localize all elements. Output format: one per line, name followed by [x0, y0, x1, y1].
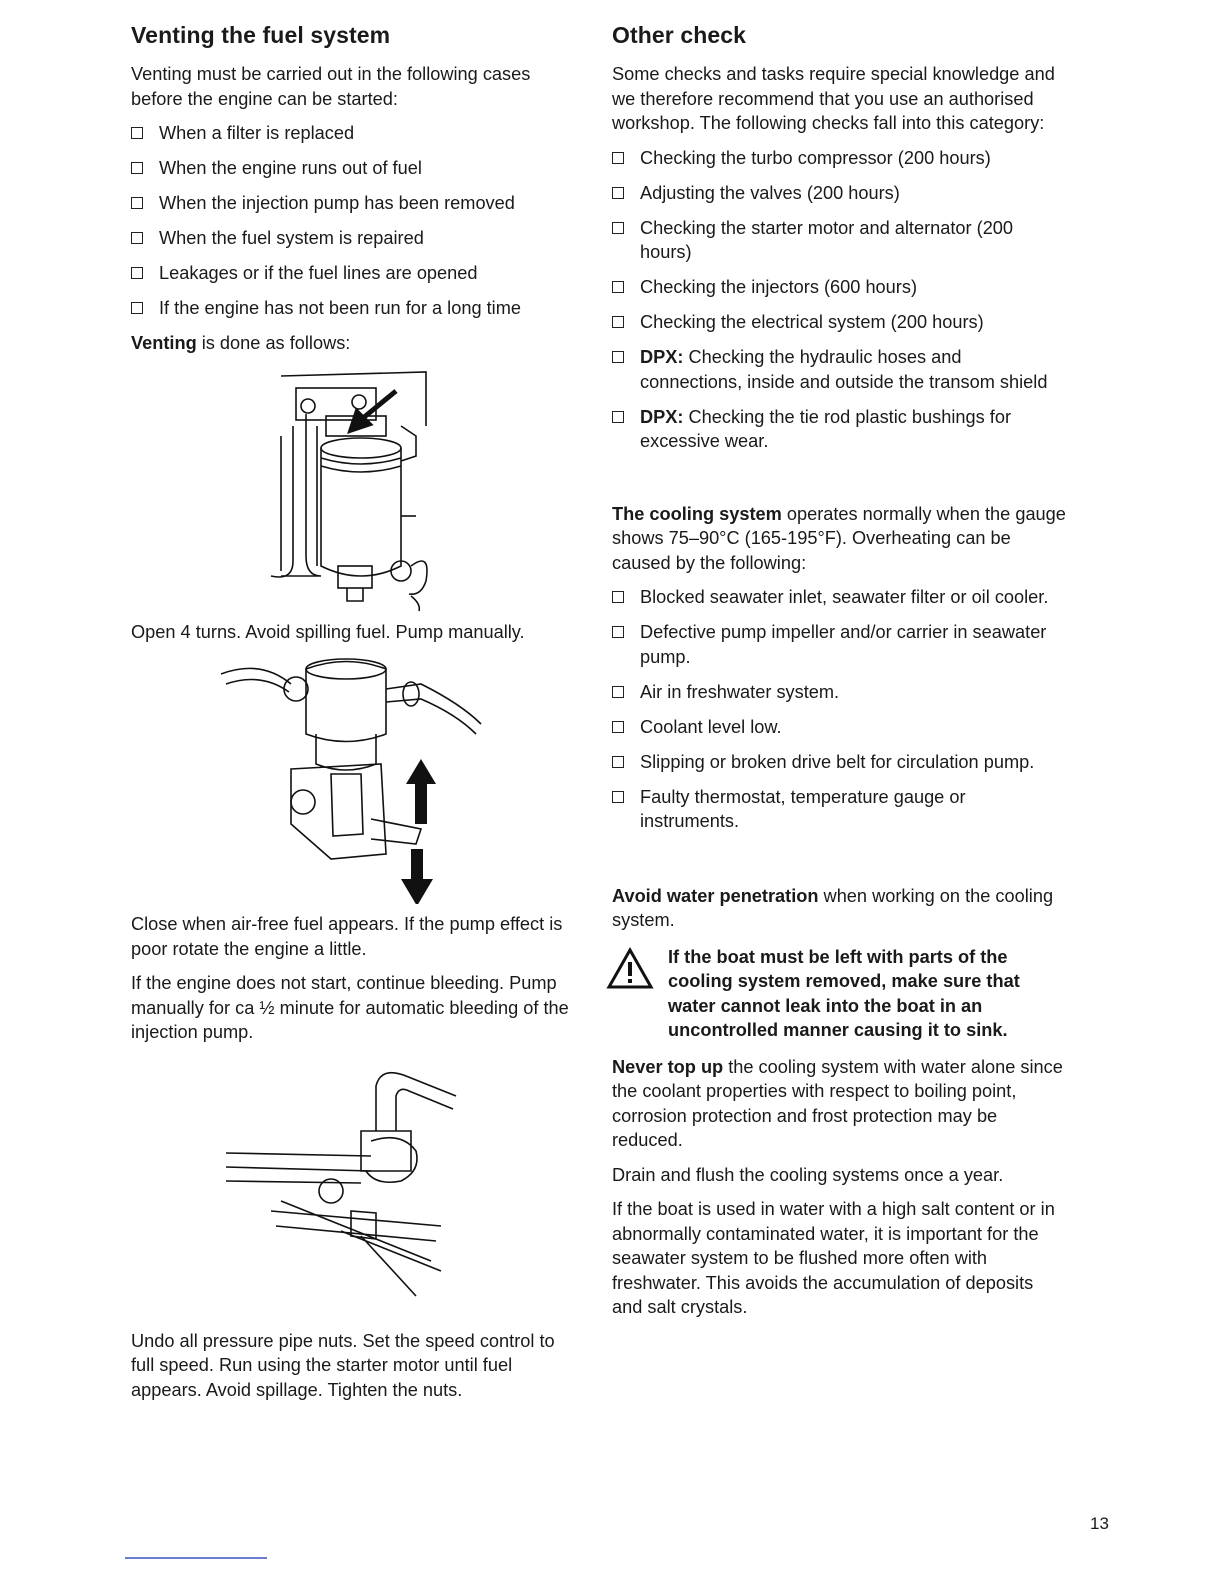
fuel-filter-illustration — [131, 366, 581, 616]
caption-undo-nuts: Undo all pressure pipe nuts. Set the speed control to full speed. Run using the starter motor until fuel appears. Avoid spillage. Tighten the nuts. — [131, 1330, 555, 1400]
venting-cases-list — [131, 121, 581, 321]
salt-paragraph: If the boat is used in water with a high salt content or in abnormally contaminated water, it is important for the seawater system to be flushed more often with freshwater. This avoids the accumulation of deposits and salt crystals. — [612, 1199, 1055, 1317]
list-item: When the injection pump has been removed — [131, 191, 581, 216]
warning-box — [612, 945, 1067, 1043]
checkbox-icon — [612, 187, 624, 199]
list-item: Coolant level low. — [612, 715, 1067, 740]
checkbox-icon — [612, 626, 624, 638]
list-item: Air in freshwater system. — [612, 680, 1067, 705]
list-item: Checking the electrical system (200 hours) — [612, 310, 1067, 335]
other-check-intro: Some checks and tasks require special knowledge and we therefore recommend that you use an authorised workshop. The following checks fall into this category: — [612, 64, 1055, 133]
checkbox-icon — [612, 591, 624, 603]
hand-pump-illustration — [131, 654, 581, 904]
checkbox-icon — [612, 721, 624, 733]
list-item: Checking the injectors (600 hours) — [612, 275, 1067, 300]
up-arrow-icon — [406, 759, 436, 824]
checkbox-icon — [612, 686, 624, 698]
checkbox-icon — [131, 267, 143, 279]
checkbox-icon — [612, 316, 624, 328]
checkbox-icon — [612, 791, 624, 803]
venting-howto: Venting is done as follows: — [131, 333, 351, 353]
right-column — [612, 22, 1067, 1330]
checkbox-icon — [131, 232, 143, 244]
pipe-nut-wrench-illustration — [131, 1061, 581, 1311]
cooling-intro: The cooling system operates normally when the gauge shows 75–90°C (165-195°F). Overheating can be caused by the following: — [612, 503, 1066, 573]
list-item: Leakages or if the fuel lines are opened — [131, 261, 581, 286]
checkbox-icon — [131, 197, 143, 209]
list-item: When the fuel system is repaired — [131, 226, 581, 251]
list-item: Faulty thermostat, temperature gauge or instruments. — [612, 785, 1067, 834]
footer-line — [125, 1557, 267, 1559]
warning-text: If the boat must be left with parts of the cooling system removed, make sure that water cannot leak into the boat in an uncontrolled manner causing it to sink. — [668, 946, 1020, 1040]
checkbox-icon — [612, 756, 624, 768]
down-arrow-icon — [401, 849, 433, 904]
caption-open-turns: Open 4 turns. Avoid spilling fuel. Pump manually. — [131, 621, 525, 642]
checkbox-icon — [131, 127, 143, 139]
checkbox-icon — [612, 152, 624, 164]
list-item: When the engine runs out of fuel — [131, 156, 581, 181]
venting-intro: Venting must be carried out in the following cases before the engine can be started: — [131, 64, 531, 109]
section-title-venting: Venting the fuel system — [131, 22, 391, 48]
list-item: Blocked seawater inlet, seawater filter or oil cooler. — [612, 585, 1067, 610]
checkbox-icon — [131, 162, 143, 174]
overheating-causes-list — [612, 585, 1067, 834]
checkbox-icon — [612, 222, 624, 234]
list-item: If the engine has not been run for a long time — [131, 296, 581, 321]
caption-close: Close when air-free fuel appears. If the pump effect is poor rotate the engine a little. — [131, 914, 563, 959]
list-item: Slipping or broken drive belt for circulation pump. — [612, 750, 1067, 775]
list-item: Adjusting the valves (200 hours) — [612, 181, 1067, 206]
arrow-icon — [351, 391, 396, 430]
never-top-up-paragraph: Never top up the cooling system with water alone since the coolant properties with respect to boiling point, corrosion protection and frost protection may be reduced. — [612, 1056, 1063, 1150]
checks-list — [612, 146, 1067, 454]
warning-triangle-icon — [606, 947, 654, 991]
page-number: 13 — [1090, 1514, 1109, 1533]
list-item: When a filter is replaced — [131, 121, 581, 146]
section-title-other-check: Other check — [612, 22, 747, 48]
list-item: Checking the starter motor and alternator (200 hours) — [612, 216, 1067, 265]
left-column — [131, 22, 581, 1412]
avoid-water-paragraph: Avoid water penetration when working on the cooling system. — [612, 885, 1054, 930]
list-item: Defective pump impeller and/or carrier in seawater pump. — [612, 620, 1067, 669]
list-item: DPX: Checking the tie rod plastic bushings for excessive wear. — [612, 405, 1067, 454]
checkbox-icon — [612, 281, 624, 293]
drain-paragraph: Drain and flush the cooling systems once a year. — [612, 1164, 1004, 1185]
checkbox-icon — [612, 411, 624, 423]
checkbox-icon — [612, 351, 624, 363]
caption-continue: If the engine does not start, continue bleeding. Pump manually for ca ½ minute for automatic bleeding of the injection pump. — [131, 973, 569, 1042]
checkbox-icon — [131, 302, 143, 314]
list-item: Checking the turbo compressor (200 hours) — [612, 146, 1067, 171]
list-item: DPX: Checking the hydraulic hoses and connections, inside and outside the transom shield — [612, 345, 1067, 394]
